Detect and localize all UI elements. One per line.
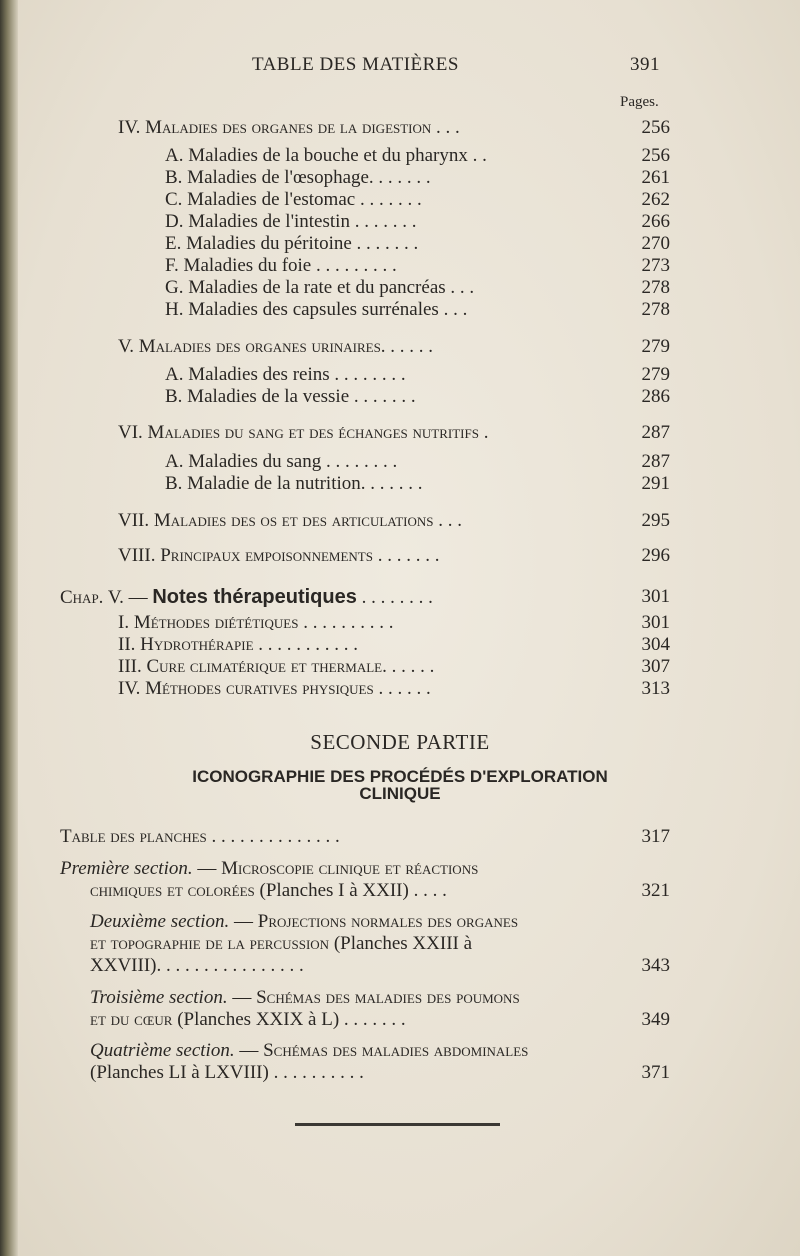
toc-item-page: 270 [641, 233, 670, 254]
toc-item-page: 261 [641, 167, 670, 188]
toc-item-page: 313 [641, 678, 670, 699]
toc-item-text: H. Maladies des capsules surrénales . . . [165, 299, 468, 320]
section-name: Première section. [60, 858, 193, 879]
toc-item [0, 299, 800, 325]
toc-item-text: I. Méthodes diététiques . . . . . . . . . . [118, 612, 394, 633]
toc-item-text: III. Cure climatérique et thermale. . . . . . [118, 656, 435, 677]
toc-item-page: 287 [641, 451, 670, 472]
toc-item-page: 279 [641, 364, 670, 385]
toc-item-text: G. Maladies de la rate et du pancréas . . . [165, 277, 475, 298]
section-desc-sc: et du cœur [90, 1009, 173, 1030]
toc-item [0, 386, 800, 412]
toc-item-text: B. Maladies de la vessie . . . . . . . [165, 386, 416, 407]
section-desc: — Projections normales des organes [234, 911, 519, 932]
page-header [0, 54, 800, 84]
part-subtitle-line1: ICONOGRAPHIE DES PROCÉDÉS D'EXPLORATION [192, 767, 608, 786]
toc-chapter-heading [60, 586, 433, 609]
toc-entry-page: 296 [641, 545, 670, 566]
toc-entry-title: V. Maladies des organes urinaires. . . . . . [118, 336, 434, 357]
toc-item-page: 286 [641, 386, 670, 407]
toc-premiere-section-cont [0, 880, 800, 906]
part-title: SECONDE PARTIE [310, 730, 490, 754]
toc-item-text: B. Maladie de la nutrition. . . . . . . [165, 473, 423, 494]
toc-item-text: A. Maladies des reins . . . . . . . . [165, 364, 406, 385]
toc-entry-page: 349 [641, 1009, 670, 1030]
toc-item-text: E. Maladies du péritoine . . . . . . . [165, 233, 419, 254]
toc-item-page: 307 [641, 656, 670, 677]
toc-entry-page: 279 [641, 336, 670, 357]
chapter-leader-dots: . . . . . . . . [361, 587, 433, 608]
section-name: Deuxième section. [90, 911, 230, 932]
toc-item-text: C. Maladies de l'estomac . . . . . . . [165, 189, 422, 210]
toc-item-text: B. Maladies de l'œsophage. . . . . . . [165, 167, 431, 188]
section-desc-sc: et topographie de la percussion [90, 933, 330, 954]
toc-item-page: 278 [641, 299, 670, 320]
section-name: Troisième section. [90, 987, 228, 1008]
page-number: 391 [630, 54, 660, 75]
toc-item-page: 262 [641, 189, 670, 210]
section-desc-line3: XXVIII). . . . . . . . . . . . . . . . [90, 955, 304, 976]
section-desc-rest: (Planches XXIII à [333, 933, 473, 954]
toc-item-page: 278 [641, 277, 670, 298]
end-rule [295, 1123, 500, 1126]
toc-deuxieme-section-cont2 [0, 955, 800, 981]
toc-item-page: 291 [641, 473, 670, 494]
chapter-prefix: Chap. V. — [60, 587, 148, 608]
toc-item-page: 256 [641, 145, 670, 166]
toc-entry-title: Table des planches . . . . . . . . . . . . . . [60, 826, 340, 847]
toc-entry-page: 321 [641, 880, 670, 901]
toc-entry-page: 371 [641, 1062, 670, 1083]
toc-troisieme-section-cont [0, 1009, 800, 1035]
toc-item-text: D. Maladies de l'intestin . . . . . . . [165, 211, 417, 232]
pages-column-label: Pages. [620, 94, 659, 110]
running-title: TABLE DES MATIÈRES [252, 54, 459, 75]
part-subtitle-line2: CLINIQUE [359, 784, 441, 803]
toc-item-page: 301 [641, 612, 670, 633]
toc-item-page: 266 [641, 211, 670, 232]
toc-entry-title: VI. Maladies du sang et des échanges nutritifs . [118, 422, 489, 443]
toc-entry-page: 301 [641, 586, 670, 607]
section-desc: — Schémas des maladies abdominales [239, 1040, 529, 1061]
section-desc: — Schémas des maladies des poumons [232, 987, 520, 1008]
toc-section-iv [0, 117, 800, 143]
toc-item-text: A. Maladies de la bouche et du pharynx . . [165, 145, 487, 166]
toc-entry-title: VIII. Principaux empoisonnements . . . . . . . [118, 545, 440, 566]
toc-entry-page: 295 [641, 510, 670, 531]
toc-entry-page: 343 [641, 955, 670, 976]
toc-section-vii [0, 510, 800, 536]
toc-item-page: 273 [641, 255, 670, 276]
toc-item-text: F. Maladies du foie . . . . . . . . . [165, 255, 397, 276]
toc-entry-title: VII. Maladies des os et des articulations . . . [118, 510, 463, 531]
section-desc: — Microscopie clinique et réactions [197, 858, 479, 879]
toc-item-text: IV. Méthodes curatives physiques . . . . . . [118, 678, 431, 699]
toc-entry-title: IV. Maladies des organes de la digestion . . . [118, 117, 460, 138]
toc-entry-page: 256 [641, 117, 670, 138]
toc-section-vi [0, 422, 800, 448]
section-name: Quatrième section. [90, 1040, 235, 1061]
toc-section-viii [0, 545, 800, 571]
section-desc-rest: (Planches XXIX à L) . . . . . . . [177, 1009, 406, 1030]
toc-item-text: A. Maladies du sang . . . . . . . . [165, 451, 398, 472]
toc-item [0, 678, 800, 704]
toc-quatrieme-section-cont [0, 1062, 800, 1088]
toc-item-text: II. Hydrothérapie . . . . . . . . . . . [118, 634, 359, 655]
toc-entry-page: 287 [641, 422, 670, 443]
toc-section-v [0, 336, 800, 362]
toc-entry-page: 317 [641, 826, 670, 847]
toc-chapter-v [0, 586, 800, 612]
toc-item-page: 304 [641, 634, 670, 655]
section-desc-sc: chimiques et colorées [90, 880, 255, 901]
toc-planches [0, 826, 800, 852]
section-desc-line2: (Planches LI à LXVIII) . . . . . . . . . . [90, 1062, 364, 1083]
chapter-title: Notes thérapeutiques [152, 586, 357, 608]
section-desc-rest: (Planches I à XXII) . . . . [259, 880, 447, 901]
toc-item [0, 473, 800, 499]
